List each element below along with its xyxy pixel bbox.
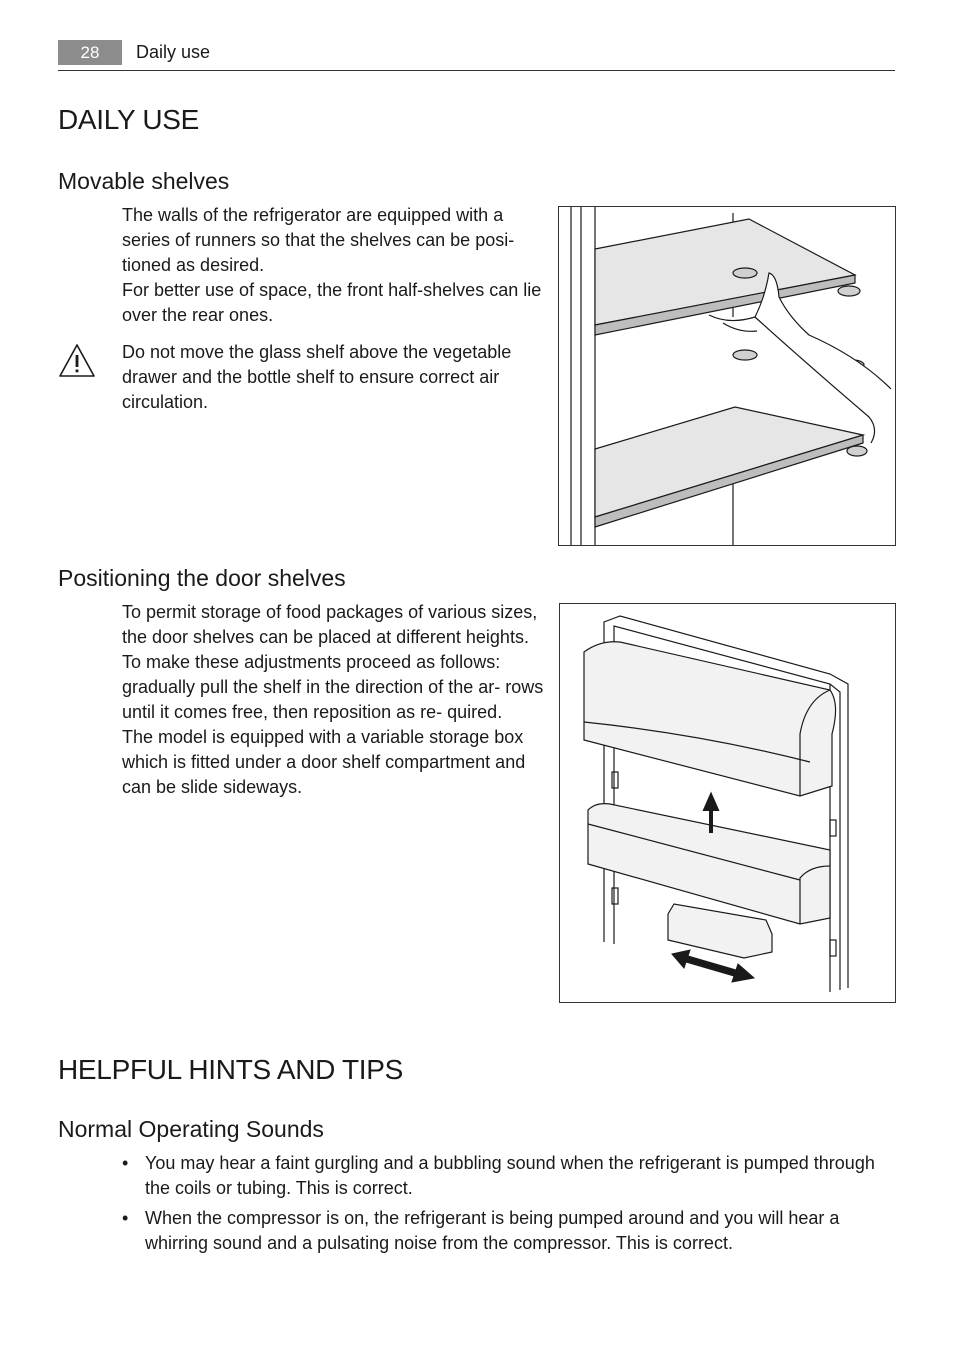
page-number: 28 (58, 40, 122, 65)
door-shelves-para-3: The model is equipped with a variable storage box which is fitted under a door shelf compartment and can be slide sideways. (122, 727, 526, 797)
bullet: • (122, 1153, 129, 1173)
figure-movable-shelves (558, 206, 896, 546)
door-shelves-text (122, 600, 552, 800)
warning-text (122, 340, 547, 415)
section-title-hints: HELPFUL HINTS AND TIPS (58, 1054, 404, 1085)
list-item (122, 1206, 892, 1256)
warning-para: Do not move the glass shelf above the vegetable drawer and the bottle shelf to ensure correct air circulation. (122, 342, 512, 412)
heading-movable-shelves: Movable shelves (58, 168, 230, 194)
list-item-text: When the compressor is on, the refrigerant is being pumped around and you will hear a whirring sound and a pulsating noise from the compressor. This is correct. (145, 1208, 840, 1253)
header-rule (58, 70, 895, 71)
shelves-illustration (559, 207, 895, 545)
heading-operating-sounds: Normal Operating Sounds (58, 1116, 324, 1142)
movable-shelves-text (122, 203, 547, 328)
heading-door-shelves: Positioning the door shelves (58, 565, 346, 591)
list-item-text: You may hear a faint gurgling and a bubbling sound when the refrigerant is pumped through the coils or tubing. This is correct. (145, 1153, 875, 1198)
sounds-list (122, 1151, 892, 1261)
warning-icon (58, 342, 96, 380)
door-shelves-para-1: To permit storage of food packages of various sizes, the door shelves can be placed at different heights. (122, 602, 538, 647)
list-item (122, 1151, 892, 1201)
bullet: • (122, 1208, 129, 1228)
section-title-daily-use: DAILY USE (58, 104, 199, 135)
movable-shelves-para-2: For better use of space, the front half-shelves can lie over the rear ones. (122, 280, 542, 325)
figure-door-shelves (559, 603, 896, 1003)
door-shelves-para-2: To make these adjustments proceed as follows: gradually pull the shelf in the direction of the ar- rows until it comes free, then reposition as re- quired. (122, 652, 544, 722)
running-title: Daily use (136, 42, 211, 62)
movable-shelves-para-1: The walls of the refrigerator are equipped with a series of runners so that the shelves can be posi- tioned as desired. (122, 205, 515, 275)
door-shelves-illustration (560, 604, 895, 1002)
